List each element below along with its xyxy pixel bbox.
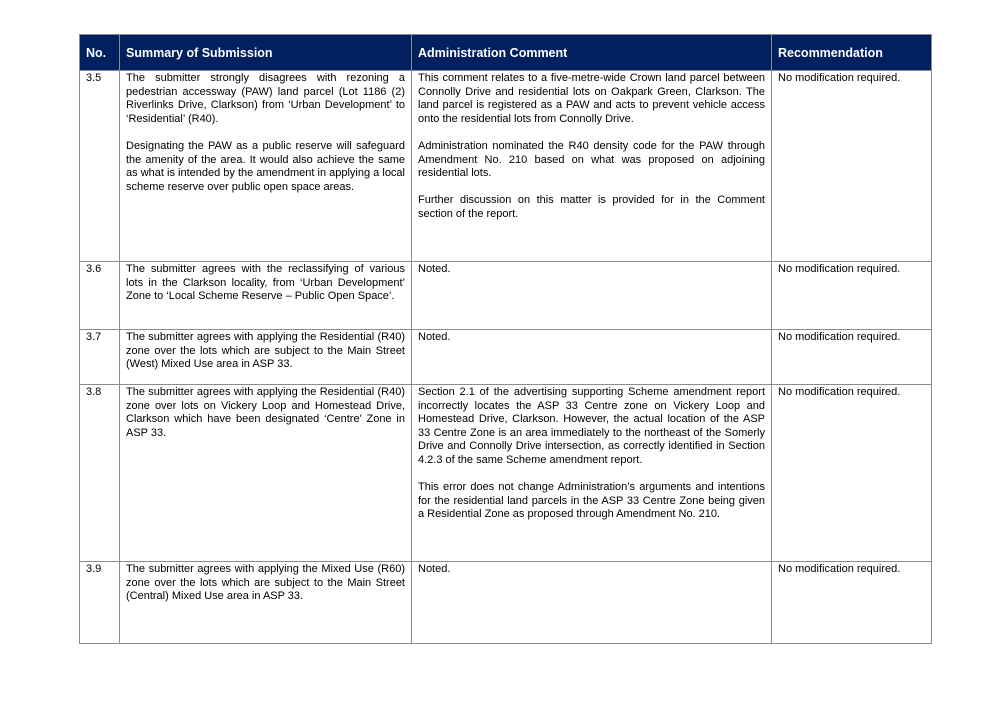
header-recommendation: Recommendation xyxy=(772,35,932,71)
summary-paragraph: The submitter strongly disagrees with rezoning a pedestrian accessway (PAW) land parcel (Lot 1186 (2) Riverlinks Drive, Clarkson) from ‘Urban Development’ to ‘Residential’ (R40). xyxy=(126,72,405,125)
comment-paragraph: Noted. xyxy=(418,563,451,575)
comment-paragraph: Noted. xyxy=(418,331,451,343)
summary-paragraph: Designating the PAW as a public reserve will safeguard the amenity of the area. It would also achieve the same as what is intended by the amendment in applying a local scheme reserve over public open space areas. xyxy=(126,139,405,193)
table-row xyxy=(80,330,932,385)
recommendation-cell: No modification required. xyxy=(772,71,932,262)
comment-paragraph: Further discussion on this matter is provided for in the Comment section of the report. xyxy=(418,194,765,220)
table-row xyxy=(80,385,932,562)
table-row xyxy=(80,262,932,330)
recommendation-cell: No modification required. xyxy=(772,262,932,330)
summary-cell xyxy=(120,385,412,562)
header-row xyxy=(80,35,932,71)
comment-paragraph: Administration nominated the R40 density code for the PAW through Amendment No. 210 based on what was proposed on adjoining residential lots. xyxy=(418,139,765,180)
row-number: 3.5 xyxy=(80,71,120,262)
recommendation-cell: No modification required. xyxy=(772,330,932,385)
summary-paragraph: The submitter agrees with applying the Mixed Use (R60) zone over the lots which are subject to the Main Street (Central) Mixed Use area in ASP 33. xyxy=(126,563,405,603)
summary-cell xyxy=(120,562,412,644)
comment-cell xyxy=(412,562,772,644)
comment-paragraph: This error does not change Administration’s arguments and intentions for the residential land parcels in the ASP 33 Centre Zone being given a Residential Zone as proposed through Amendment No. 210. xyxy=(418,481,765,521)
summary-cell xyxy=(120,262,412,330)
summary-paragraph: The submitter agrees with the reclassifying of various lots in the Clarkson locality, from ‘Urban Development’ Zone to ‘Local Scheme Reserve – Public Open Space’. xyxy=(126,263,405,303)
table-row xyxy=(80,562,932,644)
summary-cell xyxy=(120,71,412,262)
row-number: 3.7 xyxy=(80,330,120,385)
comment-cell xyxy=(412,385,772,562)
comment-paragraph: This comment relates to a five-metre-wide Crown land parcel between Connolly Drive and residential lots on Oakpark Green, Clarkson. The land parcel is registered as a PAW and acts to prevent vehicle access onto the residential lots from Connolly Drive. xyxy=(418,72,765,125)
row-number: 3.9 xyxy=(80,562,120,644)
summary-cell xyxy=(120,330,412,385)
header-summary: Summary of Submission xyxy=(120,35,412,71)
summary-paragraph: The submitter agrees with applying the Residential (R40) zone over lots on Vickery Loop and Homestead Drive, Clarkson which have been designated ‘Centre’ Zone in ASP 33. xyxy=(126,386,405,439)
row-number: 3.8 xyxy=(80,385,120,562)
submissions-table xyxy=(79,34,932,644)
header-no: No. xyxy=(80,35,120,71)
table-row xyxy=(80,71,932,262)
recommendation-cell: No modification required. xyxy=(772,562,932,644)
comment-cell xyxy=(412,330,772,385)
comment-paragraph: Section 2.1 of the advertising supporting Scheme amendment report incorrectly locates the ASP 33 Centre zone on Vickery Loop and Homestead Drive, Clarkson. However, the actual location of the ASP 33 Centre Zone is an area immediately to the northeast of the Somerly Drive and Connolly Drive intersection, as correctly identified in Section 4.2.3 of the same Scheme amendment report. xyxy=(418,386,765,466)
recommendation-cell: No modification required. xyxy=(772,385,932,562)
header-comment: Administration Comment xyxy=(412,35,772,71)
summary-paragraph: The submitter agrees with applying the Residential (R40) zone over the lots which are subject to the Main Street (West) Mixed Use area in ASP 33. xyxy=(126,331,405,371)
row-number: 3.6 xyxy=(80,262,120,330)
comment-paragraph: Noted. xyxy=(418,263,451,275)
comment-cell xyxy=(412,262,772,330)
comment-cell xyxy=(412,71,772,262)
